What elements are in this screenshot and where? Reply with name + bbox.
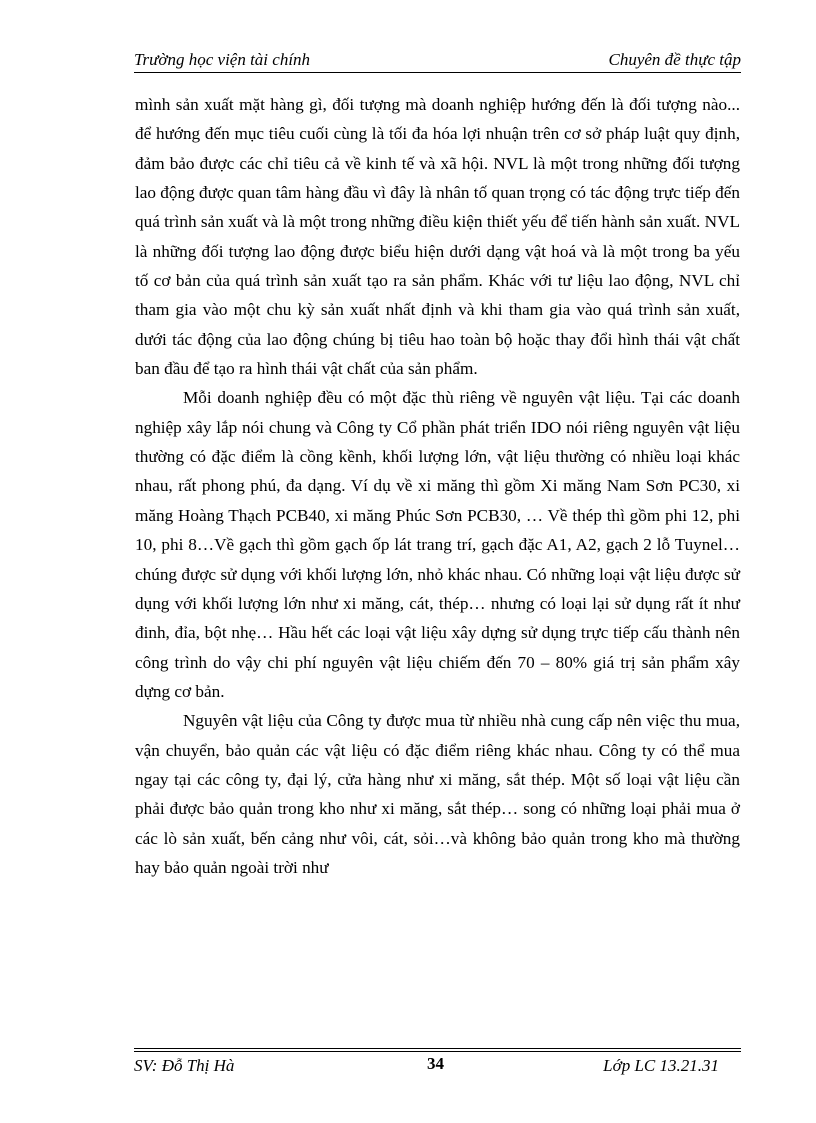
page-number: 34 (427, 1054, 444, 1073)
page-footer (134, 1054, 741, 1078)
footer-rule-bottom (134, 1051, 741, 1052)
paragraph: Mỗi doanh nghiệp đều có một đặc thù riêng về nguyên vật liệu. Tại các doanh nghiệp xây lắp nói chung và Công ty Cổ phần phát triển IDO nói riêng nguyên vật liệu thường có đặc điểm là cồng kềnh, khối lượng lớn, vật liệu thường có nhiều loại khác nhau, rất phong phú, đa dạng. Ví dụ về xi măng thì gồm Xi măng Nam Sơn PC30, xi măng Hoàng Thạch PCB40, xi măng Phúc Sơn PCB30, … Về thép thì gồm phi 12, phi 10, phi 8…Về gạch thì gồm gạch ốp lát trang trí, gạch đặc A1, A2, gạch 2 lỗ Tuynel… chúng được sử dụng với khối lượng lớn, nhỏ khác nhau. Có những loại vật liệu được sử dụng với khối lượng lớn như xi măng, cát, thép… nhưng có loại lại sử dụng rất ít như đinh, đỉa, bột nhẹ… Hầu hết các loại vật liệu xây dựng sử dụng trực tiếp cấu thành nên công trình do vậy chi phí nguyên vật liệu chiếm đến 70 – 80% giá trị sản phẩm xây dựng cơ bản. (135, 388, 740, 701)
paragraph: Nguyên vật liệu của Công ty được mua từ nhiều nhà cung cấp nên việc thu mua, vận chuyển, bảo quản các vật liệu có đặc điểm riêng khác nhau. Công ty có thể mua ngay tại các công ty, đại lý, cửa hàng như xi măng, sắt thép. Một số loại vật liệu cần phải được bảo quản trong kho như xi măng, sắt thép… song có những loại phải mua ở các lò sản xuất, bến cảng như vôi, cát, sỏi…và không bảo quản trong kho mà thường hay bảo quản ngoài trời như (135, 711, 740, 877)
page-header (134, 48, 741, 72)
footer-class-code: Lớp LC 13.21.31 (603, 1056, 719, 1075)
footer-rule-top (134, 1048, 741, 1049)
header-document-type: Chuyên đề thực tập (608, 50, 741, 69)
header-rule (134, 72, 741, 73)
document-body (135, 90, 740, 882)
footer-student-name: SV: Đỗ Thị Hà (134, 1056, 235, 1075)
header-school-name: Trường học viện tài chính (134, 50, 311, 69)
paragraph-continued: mình sản xuất mặt hàng gì, đối tượng mà doanh nghiệp hướng đến là đối tượng nào... để hướng đến mục tiêu cuối cùng là tối đa hóa lợi nhuận trên cơ sở pháp luật quy định, đảm bảo được các chỉ tiêu cả về kinh tế và xã hội. NVL là một trong những đối tượng lao động được quan tâm hàng đầu vì đây là nhân tố quan trọng có tác động trực tiếp đến quá trình sản xuất và là một trong những điều kiện thiết yếu để tiến hành sản xuất. NVL là những đối tượng lao động được biểu hiện dưới dạng vật hoá và là một trong ba yếu tố cơ bản của quá trình sản xuất tạo ra sản phẩm. Khác với tư liệu lao động, NVL chỉ tham gia vào một chu kỳ sản xuất nhất định và khi tham gia vào quá trình sản xuất, dưới tác động của lao động chúng bị tiêu hao toàn bộ hoặc thay đổi hình thái vật chất ban đầu để tạo ra hình thái vật chất của sản phẩm. (135, 95, 740, 379)
